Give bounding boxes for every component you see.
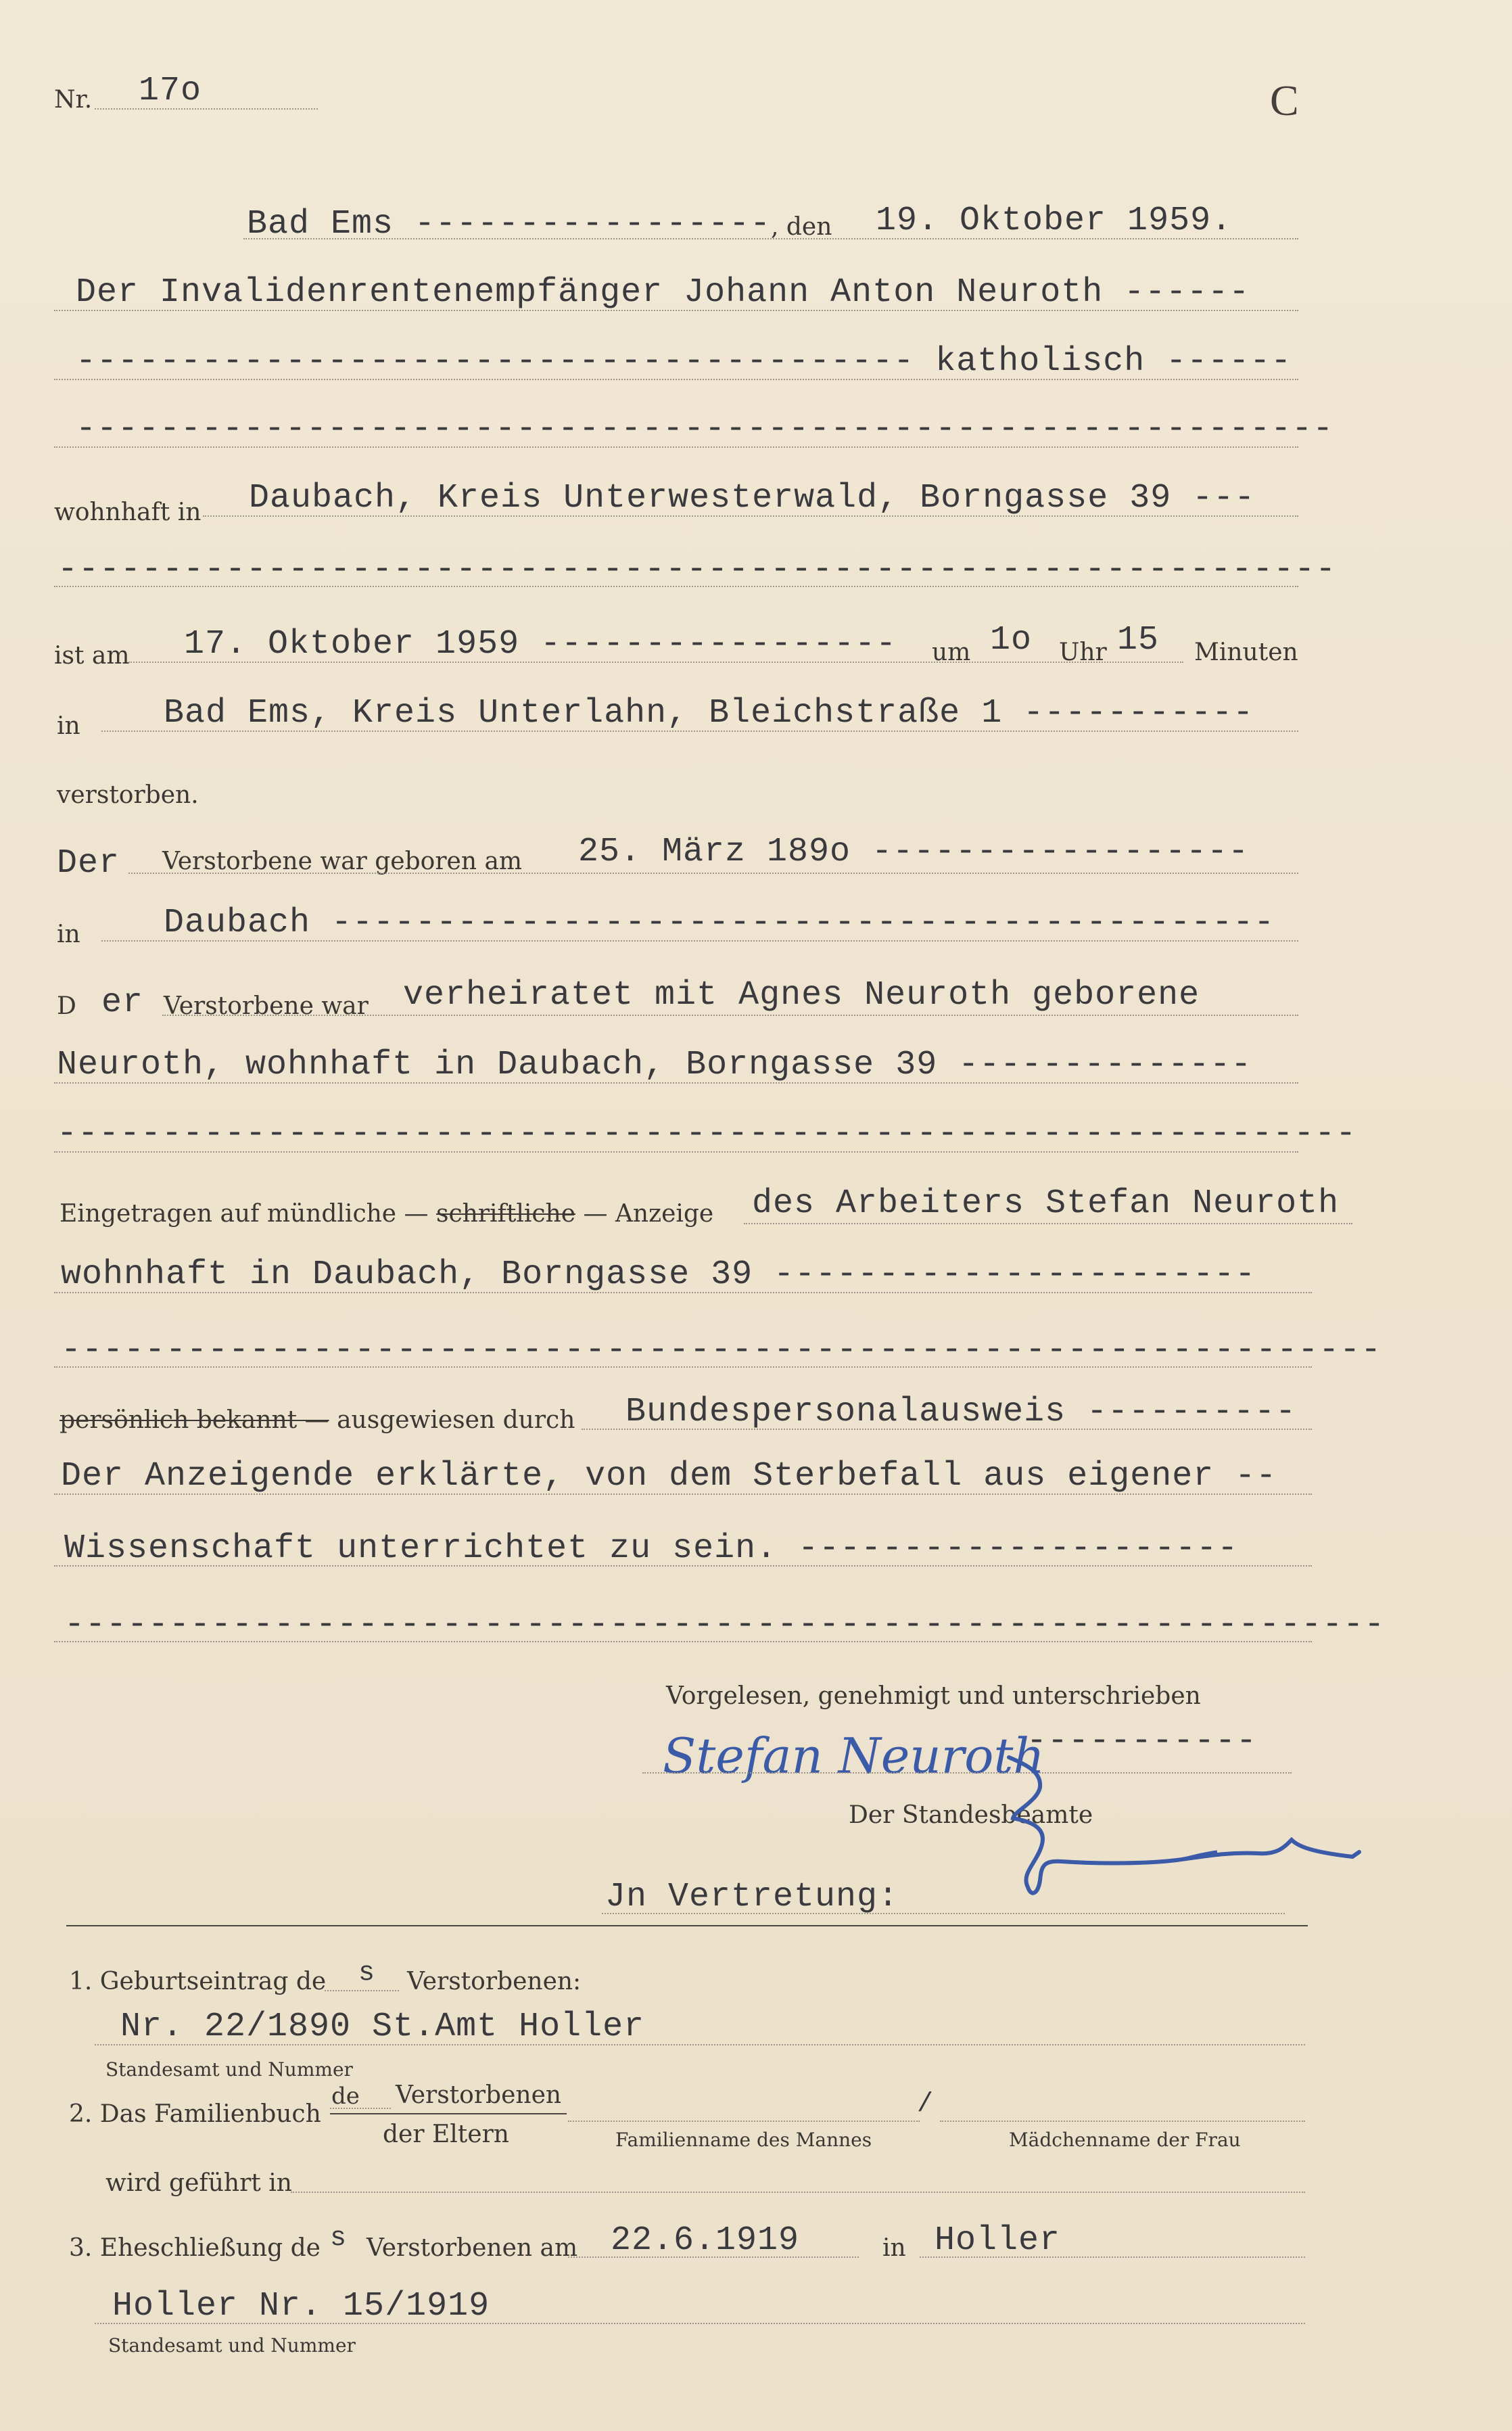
marital-label: Verstorbene war	[164, 992, 369, 1020]
person-line-1: Der Invalidenrentenempfänger Johann Anton Neuroth ------	[76, 273, 1250, 312]
dots-line	[568, 2121, 920, 2122]
item2-caption-mann: Familienname des Mannes	[615, 2129, 872, 2151]
death-hour: 1o	[990, 621, 1033, 659]
birth-date: 25. März 189o ------------------	[578, 833, 1250, 871]
dots-line	[54, 1151, 1298, 1153]
informant-label-prefix: Eingetragen auf mündliche —	[60, 1200, 429, 1228]
registrar-label: Der Standesbeamte	[849, 1801, 1093, 1829]
nr-value: 17o	[139, 72, 202, 110]
item2-de: de	[331, 2083, 360, 2110]
item2-label: 2. Das Familienbuch	[69, 2100, 321, 2128]
read-approved-label: Vorgelesen, genehmigt und unterschrieben	[666, 1682, 1201, 1710]
dots-line	[101, 940, 1298, 942]
marital-line-2: Neuroth, wohnhaft in Daubach, Borngasse 39 --------------	[57, 1046, 1252, 1084]
birth-label: Verstorbene war geboren am	[162, 848, 523, 875]
dots-line	[325, 1990, 399, 1991]
dots-line	[291, 2192, 1305, 2193]
dots-line	[744, 1223, 1352, 1224]
item2-gefuehrt: wird geführt in	[105, 2169, 292, 2197]
wohnhaft-value: Daubach, Kreis Unterwesterwald, Borngasse 39 ---	[249, 479, 1256, 517]
dots-line	[128, 662, 1183, 663]
den-label: , den	[771, 213, 832, 241]
ident-struck: persönlich bekannt —	[60, 1406, 329, 1434]
ist-am-label: ist am	[54, 642, 130, 670]
wohnhaft-label: wohnhaft in	[54, 499, 202, 526]
minuten-label: Minuten	[1194, 639, 1298, 666]
ident-value: Bundespersonalausweis ----------	[625, 1393, 1297, 1431]
item2-caption-frau: Mädchenname der Frau	[1009, 2129, 1241, 2151]
item2-verstorbenen: Verstorbenen	[396, 2081, 562, 2109]
item3-label: 3. Eheschließung de	[69, 2234, 321, 2262]
statement-line-1: Der Anzeigende erklärte, von dem Sterbefall aus eigener --	[61, 1457, 1277, 1496]
item3-value: Holler Nr. 15/1919	[112, 2287, 490, 2325]
informant-label	[60, 1202, 713, 1226]
nr-dots	[95, 108, 318, 110]
item2-fraction-rule	[330, 2113, 567, 2114]
dots-line	[95, 2323, 1305, 2324]
item3-in: in	[882, 2234, 906, 2262]
statement-line-2: Wissenschaft unterrichtet zu sein. ---------------------	[64, 1529, 1239, 1568]
dots-line	[162, 1015, 1298, 1016]
informant-label-suffix: — Anzeige	[583, 1200, 714, 1228]
dots-line	[54, 1494, 1312, 1495]
verstorben-label: verstorben.	[57, 781, 199, 809]
informant-line-2: wohnhaft in Daubach, Borngasse 39 -----------------------	[61, 1255, 1256, 1294]
birth-place: Daubach ---------------------------------------------	[164, 904, 1275, 942]
dots-line	[203, 515, 1298, 517]
death-minute: 15	[1117, 621, 1160, 659]
item1-caption: Standesamt und Nummer	[105, 2058, 353, 2081]
person-line-2: ---------------------------------------- katholisch ------	[76, 342, 1292, 381]
form-letter: C	[1270, 76, 1299, 124]
signature-dashes: -----------	[1026, 1722, 1258, 1761]
um-label: um	[932, 639, 971, 666]
ident-label-text: ausgewiesen durch	[337, 1406, 575, 1434]
dots-line	[54, 379, 1298, 380]
item2-slash: /	[917, 2089, 935, 2120]
item3-place: Holler	[935, 2221, 1061, 2260]
nr-label: Nr.	[54, 86, 93, 114]
person-line-3: ------------------------------------------------------------	[76, 410, 1334, 448]
dots-line	[568, 2256, 859, 2258]
informant-line-3: ---------------------------------------------------------------	[61, 1331, 1382, 1370]
item1-s: s	[358, 1958, 376, 1989]
registrar-signature-icon	[1001, 1745, 1379, 1914]
dots-line	[95, 2044, 1305, 2045]
statement-line-3: ---------------------------------------------------------------	[64, 1606, 1386, 1644]
dots-line	[54, 1082, 1298, 1084]
dots-line	[940, 2121, 1305, 2122]
dots-line	[54, 1565, 1312, 1567]
marital-d: D	[57, 992, 76, 1020]
uhr-label: Uhr	[1059, 639, 1107, 666]
birth-in-label: in	[57, 921, 80, 948]
dots-line	[101, 731, 1298, 732]
death-date: 17. Oktober 1959 -----------------	[184, 625, 897, 664]
section-divider	[66, 1925, 1308, 1926]
dots-line	[54, 1366, 1312, 1368]
marital-line-3: --------------------------------------------------------------	[57, 1115, 1357, 1153]
item1-label-2: Verstorbenen:	[407, 1968, 582, 1995]
informant-label-struck: schriftliche	[436, 1200, 576, 1228]
vertretung-text: Jn Vertretung:	[605, 1878, 899, 1916]
dots-line	[54, 1641, 1312, 1642]
dots-line	[128, 873, 1298, 874]
item3-caption: Standesamt und Nummer	[108, 2334, 356, 2357]
death-in-label: in	[57, 712, 80, 740]
item3-s: s	[330, 2223, 348, 2254]
dots-line	[582, 1429, 1312, 1430]
dots-line	[920, 2256, 1305, 2258]
dots-line	[54, 310, 1298, 311]
item1-value: Nr. 22/1890 St.Amt Holler	[120, 2008, 645, 2046]
place-value: Bad Ems -----------------	[247, 205, 772, 244]
wohnhaft-line-2: -------------------------------------------------------------	[57, 551, 1337, 589]
ident-label	[60, 1408, 575, 1433]
item3-date: 22.6.1919	[611, 2221, 800, 2260]
item2-eltern: der Eltern	[383, 2121, 509, 2148]
informant-line-1: des Arbeiters Stefan Neuroth	[752, 1184, 1340, 1223]
dots-line	[54, 1292, 1312, 1293]
dots-line	[54, 446, 1298, 448]
item3-label-2: Verstorbenen am	[367, 2234, 578, 2262]
birth-der: Der	[57, 844, 120, 883]
marital-line-1: verheiratet mit Agnes Neuroth geborene	[403, 976, 1200, 1015]
dots-line	[54, 586, 1298, 587]
marital-er: er	[101, 983, 144, 1022]
date-value: 19. Oktober 1959.	[876, 202, 1233, 240]
dots-line	[243, 238, 1298, 239]
item1-label: 1. Geburtseintrag de	[69, 1968, 327, 1995]
death-place: Bad Ems, Kreis Unterlahn, Bleichstraße 1 -----------	[164, 694, 1254, 733]
informant-signature: Stefan Neuroth	[663, 1728, 1045, 1784]
dots-line	[330, 2108, 391, 2109]
